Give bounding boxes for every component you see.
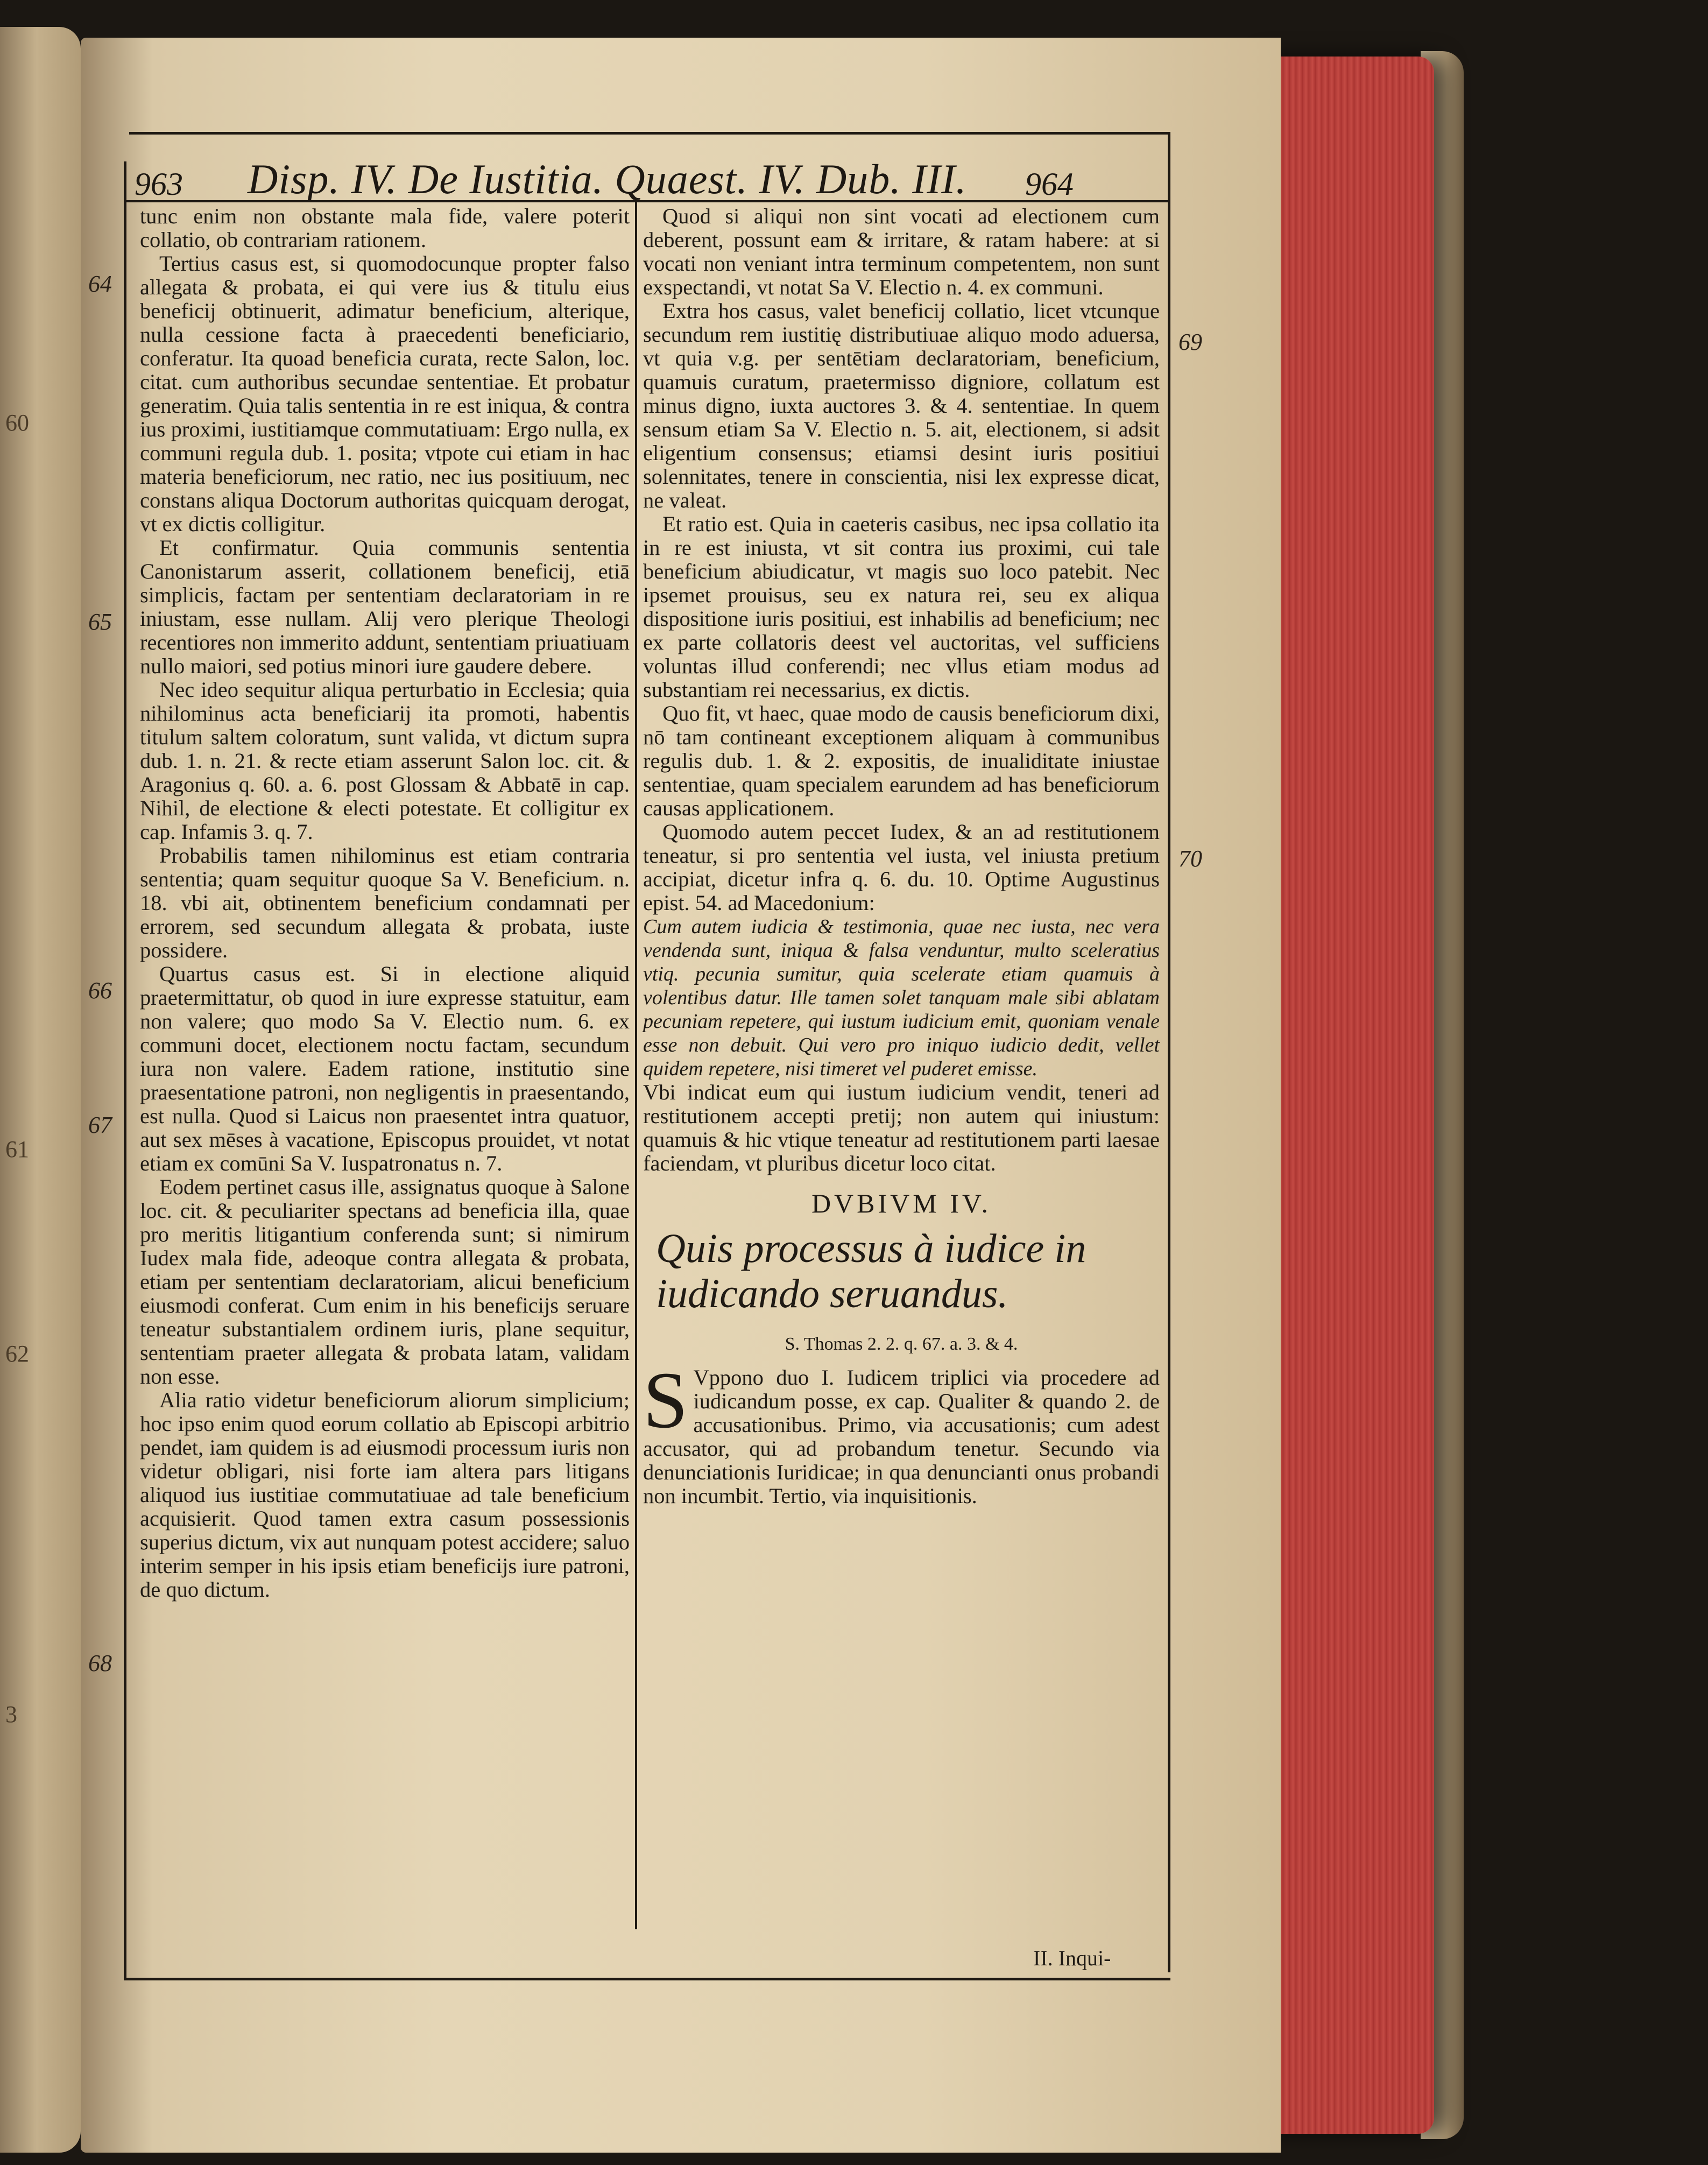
left-margin-number: 62 — [5, 1341, 29, 1367]
drop-cap: S — [643, 1356, 688, 1445]
margin-number: 65 — [88, 609, 112, 635]
left-margin-number: 61 — [5, 1136, 29, 1162]
left-column — [140, 204, 630, 1916]
right-column — [643, 204, 1160, 1927]
final-paragraph — [643, 1356, 1160, 1508]
dubium-question: Quis processus à iudice in iudicando seruandus. — [656, 1226, 1086, 1316]
margin-number: 70 — [1178, 845, 1202, 872]
catchword: II. Inqui- — [1033, 1946, 1111, 1970]
augustine-quote: Cum autem iudicia & testimonia, quae nec iusta, nec vera vendenda sunt, iniqua & falsa venduntur, multo sceleratius vtiq. pecunia sumitur, quia scelerate etiam quamuis à volentibus datur. Ille tamen solet tanquam male sibi ablatam pecuniam repetere, qui iustum iudicium emit, quoniam venale esse non debuit. Qui vero pro iniquo iudicio dedit, vellet quidem repetere, nisi timeret vel puderet emisse. — [643, 915, 1160, 1080]
paragraph: Probabilis tamen nihilominus est etiam contraria sententia; quam sequitur quoque Sa V. Beneficium. n. 18. vbi ait, obtinentem beneficium condamnati per errorem, sed secundum allegata & probata, iuste possidere. — [140, 843, 630, 962]
bottom-rule — [124, 1978, 1170, 1980]
paragraph: Tertius casus est, si quomodocunque propter falso allegata & probata, ei qui vere ius & titulu eius beneficij obtinuerit, adimatur beneficium, alterique, nulla cessione facta à praecedenti beneficiario, conferatur. Ita quoad beneficia curata, recte Salon, loc. citat. cum authoribus secundae sententiae. Et probatur generatim. Quia talis sententia in re est iniqua, & contra ius proximi, iustitiamque commutatiuam: Ergo nulla, ex communi regula dub. 1. posita; vtpote cui etiam in hac materia beneficiorum, nec ratio, nec ius positiuum, nec constans aliqua Doctorum authoritas quicquam derogat, vt ex dictis colligitur. — [140, 251, 630, 536]
right-page-number: 964 — [1025, 166, 1074, 202]
paragraph: Et ratio est. Quia in caeteris casibus, nec ipsa collatio ita in re est iniusta, vt sit contra ius proximi, cui tale beneficium abiudicatur, vt magis suo loco patebit. Nec ipsemet prouisus, seu ex natura rei, seu ex aliqua dispositione iuris positiui, est inhabilis ad beneficium; nec ex parte collatoris deest vel auctoritas, vel sufficiens voluntas illud conferendi; nec vllus etiam modus ad substantiam rei necessarius, ex dictis. — [643, 512, 1160, 702]
left-margin-number: 3 — [5, 1701, 17, 1727]
margin-number: 69 — [1178, 329, 1202, 355]
paragraph: Et confirmatur. Quia communis sententia Canonistarum asserit, collationem beneficij, etiā simplicis, factam per sententiam declaratoriam in re iniustam, esse nullam. Alij vero plerique Theologi recentiores non immerito addunt, sententiam priuatiuam nullo maiori, sed potius minori iure gaudere debere. — [140, 535, 630, 678]
margin-number: 67 — [88, 1112, 112, 1138]
paragraph: Vbi indicat eum qui iustum iudicium vendit, teneri ad restitutionem accepti pretij; non autem qui iniustum: quamuis & hic vtique teneatur ad restitutionem parti laesae faciendam, vt pluribus dicetur loco citat. — [643, 1080, 1160, 1175]
running-header — [81, 156, 1173, 202]
paragraph: Quomodo autem peccet Iudex, & an ad restitutionem teneatur, si pro sententia vel iusta, vel iniusta pretium accipiat, dicetur infra q. 6. du. 10. Optime Augustinus epist. 54. ad Macedonium: — [643, 820, 1160, 915]
paragraph: Quo fit, vt haec, quae modo de causis beneficiorum dixi, nō tam contineant exceptionem aliquam à communibus regulis dub. 1. & 2. expositis, de inualiditate iniustae sententiae, quam specialem earundem ad has beneficiorum causas applicationem. — [643, 701, 1160, 820]
dubium-title: DVBIVM IV. — [811, 1188, 992, 1218]
right-rule — [1168, 132, 1170, 1972]
left-page-number: 963 — [135, 166, 183, 202]
margin-number: 64 — [88, 271, 112, 297]
column-divider — [635, 202, 637, 1929]
paragraph: tunc enim non obstante mala fide, valere poterit collatio, ob contrariam rationem. — [140, 204, 630, 252]
text-frame — [81, 156, 1202, 1986]
paragraph: Quartus casus est. Si in electione aliquid praetermittatur, ob quod in iure expresse statuitur, eam non valere; quo modo Sa V. Electio num. 6. ex communi docet, electionem noctu factam, secundum iura non valere. Eadem ratione, institutio sine praesentatione patroni, non negligentis in praesentando, est nulla. Quod si Laicus non praesentet intra quatuor, aut sex mēses à vacatione, Episcopus prouidet, vt notat etiam ex comūni Sa V. Iuspatronatus n. 7. — [140, 962, 630, 1175]
left-rule — [124, 161, 126, 1980]
margin-number: 68 — [88, 1650, 112, 1676]
top-rule — [129, 132, 1170, 135]
final-paragraph-text: Vppono duo I. Iudicem triplici via procedere ad iudicandum posse, ex cap. Qualiter & quando 2. de accusationibus. Primo, via accusationis; cum adest accusator, qui ad probandum tenetur. Secundo via denunciationis Iuridicae; in qua denuncianti onus probandi non incumbit. Tertio, via inquisitionis. — [643, 1365, 1160, 1508]
left-margin-number: 60 — [5, 410, 29, 436]
paragraph: Extra hos casus, valet beneficij collatio, licet vtcunque secundum rem iustitię distributiuae aliquo modo aduersa, vt quia v.g. per sentētiam declaratoriam, beneficium, quamuis curatum, praetermisso digniore, collatum est minus digno, iuxta auctores 3. & 4. sententiae. In quem sensum etiam Sa V. Electio n. 5. ait, electionem, si adsit eligentium consensus; etiamsi desint iuris positiui solennitates, tenere in conscientia, nisi lex expresse dicat, ne valeat. — [643, 299, 1160, 512]
margin-number: 66 — [88, 977, 112, 1004]
running-title: Disp. IV. De Iustitia. Quaest. IV. Dub. III. — [248, 156, 967, 202]
paragraph: Nec ideo sequitur aliqua perturbatio in Ecclesia; quia nihilominus acta beneficiarij ita promoti, habentis titulum saltem coloratum, sunt valida, vt dictum supra dub. 1. n. 21. & recte etiam asserunt Salon loc. cit. & Aragonius q. 60. a. 6. post Glossam & Abbatē in cap. Nihil, de electione & electi potestate. Et colligitur ex cap. Infamis 3. q. 7. — [140, 678, 630, 844]
left-page-edge — [0, 27, 81, 2153]
paragraph: Eodem pertinet casus ille, assignatus quoque à Salone loc. cit. & peculiariter spectans ad beneficia illa, quae pro meritis litigantium conferenda sunt; si nimirum Iudex mala fide, adeoque contra allegata & probata, etiam per sententiam declaratoriam, alicui beneficium eiusmodi conferat. Cum enim in his beneficijs seruare teneatur substantialem ordinem iuris, plane sequitur, sententiam praeter allegata & probata latam, validam non esse. — [140, 1175, 630, 1388]
paragraph: Quod si aliqui non sint vocati ad electionem cum deberent, possunt eam & irritare, & ratam habere: at si vocati non veniant intra terminum competentem, non sunt exspectandi, vt notat Sa V. Electio n. 4. ex communi. — [643, 204, 1160, 299]
dubium-reference: S. Thomas 2. 2. q. 67. a. 3. & 4. — [785, 1334, 1018, 1354]
paragraph: Alia ratio videtur beneficiorum aliorum simplicium; hoc ipso enim quod eorum collatio ab Episcopi arbitrio pendet, iam quidem is ad eiusmodi processum iuris non videtur obligari, nisi forte iam altera pars litigans aliquod ius iustitiae commutatiuae ad tale beneficium acquisierit. Quod tamen extra casum possessionis superius dictum, vix aut nunquam potest accidere; saluo interim semper in his ipsis etiam beneficijs iure patroni, de quo dictum. — [140, 1388, 630, 1602]
